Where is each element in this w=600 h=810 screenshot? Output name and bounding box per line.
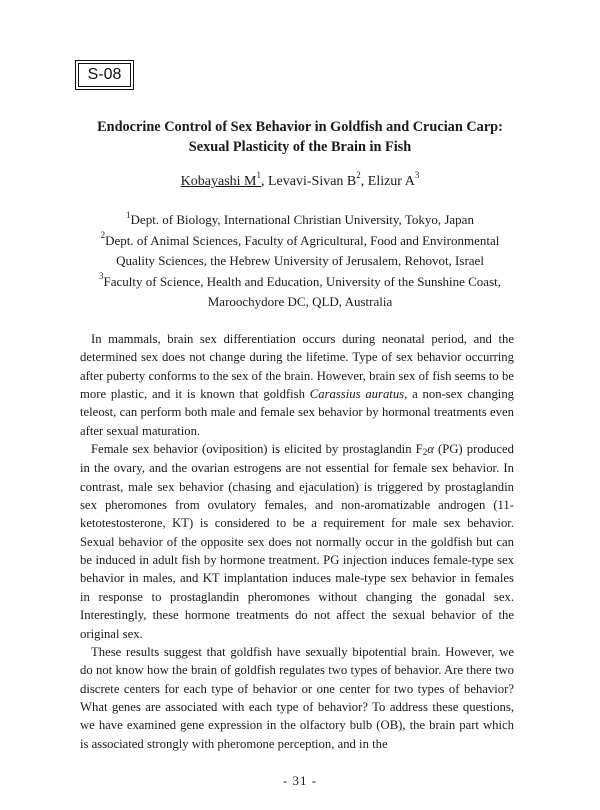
- affiliation-1-text: Dept. of Biology, International Christian University, Tokyo, Japan: [130, 212, 474, 227]
- affiliation-3-text: Faculty of Science, Health and Education, University of the Sunshine Coast,: [103, 273, 501, 289]
- paragraph-2-text-a: Female sex behavior (oviposition) is elicited by prostaglandin F: [91, 442, 423, 457]
- affiliations: [40, 210, 560, 313]
- session-code: S-08: [78, 63, 131, 87]
- abstract-body: [80, 330, 514, 753]
- author-separator: ,: [261, 174, 268, 189]
- affiliation-2-text: Dept. of Animal Sciences, Faculty of Agricultural, Food and Environmental: [105, 232, 500, 248]
- paragraph-2-text-b: (PG) produced in the ovary, and the ovarian estrogens are not essential for female sex behavior. In contrast, male sex behavior (chasing and ejaculation) is triggered by prostaglandin sex pheromones from ovulatory females, and non-aromatizable androgen (11-ketotestosterone, KT) is considered to be a requirement for male sex behavior. Sexual behavior of the opposite sex does not normally occur in the goldfish but can be induced in adult fish by hormone treatment. PG injection induces female-type sex behavior in males, and KT implantation induces male-type sex behavior in females in response to prostaglandin pheromones without changing the gonadal sex. Interestingly, these hormone treatments do not affect the sexual behavior of the original sex.: [80, 442, 514, 641]
- paragraph-1: [80, 330, 514, 440]
- author-1-name: Kobayashi M: [180, 174, 257, 189]
- title-line-2: Sexual Plasticity of the Brain in Fish: [188, 139, 412, 155]
- paragraph-3: These results suggest that goldfish have sexually bipotential brain. However, we do not know how the brain of goldfish regulates two types of behavior. Are there two discrete centers for each type of behavior or one center for two types of behavior? What genes are associated with each type of behavior? To address these questions, we have examined gene expression in the olfactory bulb (OB), the brain part which is associated strongly with pheromone perception, and in the: [80, 644, 514, 751]
- affiliation-2-mark: 2: [100, 230, 106, 241]
- affiliation-1-mark: 1: [126, 209, 131, 220]
- species-name: Carassius auratus: [309, 387, 405, 402]
- affiliation-2-cont: Quality Sciences, the Hebrew University of Jerusalem, Rehovot, Israel: [116, 253, 484, 268]
- author-1-affil-mark: 1: [256, 170, 261, 181]
- session-code-box: [75, 60, 134, 90]
- title-line-1: Endocrine Control of Sex Behavior in Goldfish and Crucian Carp:: [97, 119, 503, 135]
- author-1: [180, 170, 261, 189]
- author-2-affil-mark: 2: [356, 170, 361, 181]
- paragraph-1-text-b: , a non-sex changing teleost, can perform both male and female sex behavior by hormonal treatments even after sexual maturation.: [80, 387, 515, 438]
- subscript-2: 2: [422, 447, 428, 458]
- author-separator: ,: [360, 174, 368, 189]
- author-list: [40, 170, 560, 191]
- author-2-name: Levavi-Sivan B: [268, 174, 357, 189]
- affiliation-3-cont: Maroochydore DC, QLD, Australia: [207, 294, 393, 309]
- affiliation-1: [40, 210, 560, 231]
- page-number: - 31 -: [282, 773, 318, 788]
- alpha-symbol: α: [427, 442, 434, 457]
- paragraph-2: [80, 440, 514, 643]
- paragraph-1-text-a: In mammals, brain sex differentiation occurs during neonatal period, and the determined sex does not change during the lifetime. Type of sex behavior occurring after puberty conforms to the sex of the brain. However, brain sex of fish seems to be more plastic, and it is known that goldfish: [80, 332, 514, 402]
- affiliation-3-mark: 3: [99, 271, 104, 282]
- affiliation-3: [40, 272, 560, 293]
- affiliation-2: [40, 231, 560, 252]
- author-3-affil-mark: 3: [414, 170, 420, 181]
- author-3-name: Elizur A: [367, 174, 415, 189]
- paper-title: [40, 117, 560, 157]
